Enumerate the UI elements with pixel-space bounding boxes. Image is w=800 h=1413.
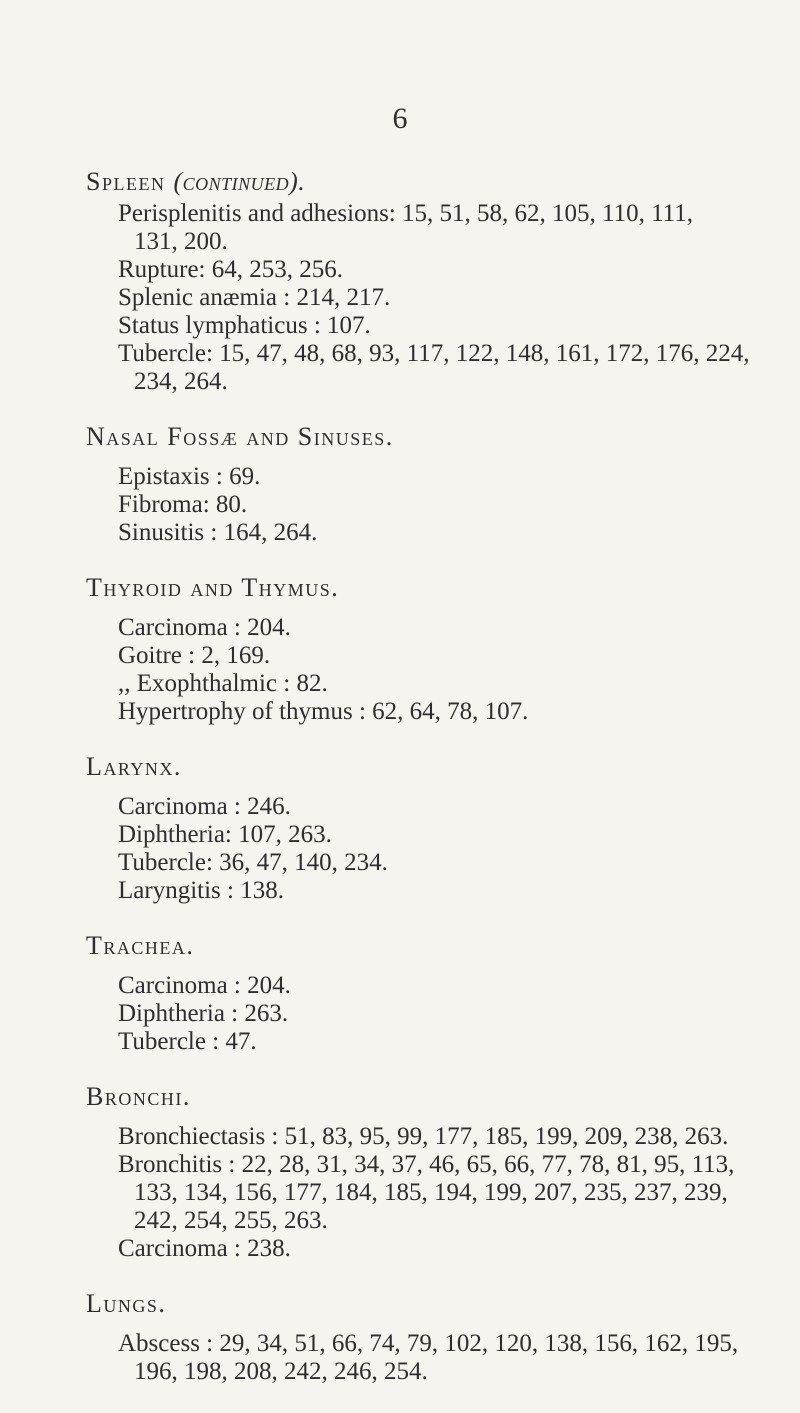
index-entry xyxy=(86,849,776,877)
index-entry xyxy=(86,340,776,396)
entry-text: Tubercle: 15, 47, 48, 68, 93, 117, 122, 148, 161, 172, 176, 224, xyxy=(118,340,750,367)
index-entry xyxy=(86,1235,776,1263)
section-heading-text: Nasal Fossæ and Sinuses. xyxy=(86,422,394,451)
entry-text: Tubercle: 36, 47, 140, 234. xyxy=(118,849,388,876)
entry-text: Abscess : 29, 34, 51, 66, 74, 79, 102, 120, 138, 156, 162, 195, xyxy=(118,1330,739,1357)
index-entry xyxy=(86,877,776,905)
index-entry xyxy=(86,670,776,698)
index-entry xyxy=(86,1330,776,1386)
section-heading-text: Spleen xyxy=(86,167,166,196)
section-heading xyxy=(86,753,776,781)
entry-continuation: 234, 264. xyxy=(134,368,228,395)
section-heading-text: Larynx. xyxy=(86,752,182,781)
section-heading xyxy=(86,1290,776,1318)
section-heading-text: Bronchi. xyxy=(86,1082,191,1111)
entry-text: Carcinoma : 246. xyxy=(118,793,291,820)
entry-text: Diphtheria: 107, 263. xyxy=(118,821,332,848)
entry-text: Epistaxis : 69. xyxy=(118,463,261,490)
entry-text: Carcinoma : 204. xyxy=(118,972,291,999)
index-entry xyxy=(86,256,776,284)
section-heading xyxy=(86,574,776,602)
index-entry xyxy=(86,1028,776,1056)
entry-text: Fibroma: 80. xyxy=(118,491,248,518)
entry-text: Sinusitis : 164, 264. xyxy=(118,519,318,546)
index-entry xyxy=(86,1123,776,1151)
index-section xyxy=(86,168,776,396)
index-entry xyxy=(86,312,776,340)
index-entry xyxy=(86,821,776,849)
index-section xyxy=(86,423,776,547)
section-heading-text: Trachea. xyxy=(86,931,195,960)
index-entry xyxy=(86,463,776,491)
entry-text: Hypertrophy of thymus : 62, 64, 78, 107. xyxy=(118,698,529,725)
entry-text: Laryngitis : 138. xyxy=(118,877,284,904)
entry-text: Rupture: 64, 253, 256. xyxy=(118,256,343,283)
section-heading xyxy=(86,1083,776,1111)
entry-text: Goitre : 2, 169. xyxy=(118,642,271,669)
index-entry xyxy=(86,284,776,312)
index-entry xyxy=(86,972,776,1000)
section-heading-text: Lungs. xyxy=(86,1289,167,1318)
entry-text: ,, Exophthalmic : 82. xyxy=(118,670,328,697)
section-heading xyxy=(86,168,776,196)
index-section xyxy=(86,753,776,905)
index-entry xyxy=(86,1000,776,1028)
index-section xyxy=(86,574,776,726)
section-heading xyxy=(86,423,776,451)
index-content xyxy=(86,168,776,1413)
index-entry xyxy=(86,519,776,547)
index-entry xyxy=(86,698,776,726)
entry-continuation: 196, 198, 208, 242, 246, 254. xyxy=(134,1358,428,1385)
page-number: 6 xyxy=(392,102,408,135)
index-entry xyxy=(86,614,776,642)
entry-text: Status lymphaticus : 107. xyxy=(118,312,371,339)
entry-text: Carcinoma : 204. xyxy=(118,614,291,641)
section-heading-suffix: (continued). xyxy=(173,167,306,196)
entry-text: Diphtheria : 263. xyxy=(118,1000,289,1027)
index-entry xyxy=(86,642,776,670)
entry-text: Bronchiectasis : 51, 83, 95, 99, 177, 185, 199, 209, 238, 263. xyxy=(118,1123,729,1150)
index-entry xyxy=(86,793,776,821)
entry-text: Bronchitis : 22, 28, 31, 34, 37, 46, 65, 66, 77, 78, 81, 95, 113, xyxy=(118,1151,735,1178)
index-section xyxy=(86,932,776,1056)
index-section xyxy=(86,1083,776,1263)
entry-text: Perisplenitis and adhesions: 15, 51, 58, 62, 105, 110, 111, xyxy=(118,200,693,227)
entry-continuation: 133, 134, 156, 177, 184, 185, 194, 199, 207, 235, 237, 239, 242, 254, 255, 263. xyxy=(134,1179,728,1234)
index-section xyxy=(86,1290,776,1386)
entry-text: Tubercle : 47. xyxy=(118,1028,257,1055)
index-entry xyxy=(86,200,776,256)
section-heading-text: Thyroid and Thymus. xyxy=(86,573,340,602)
section-heading xyxy=(86,932,776,960)
index-entry xyxy=(86,1151,776,1235)
entry-continuation: 131, 200. xyxy=(134,228,228,255)
index-entry xyxy=(86,491,776,519)
entry-text: Splenic anæmia : 214, 217. xyxy=(118,284,391,311)
entry-text: Carcinoma : 238. xyxy=(118,1235,291,1262)
